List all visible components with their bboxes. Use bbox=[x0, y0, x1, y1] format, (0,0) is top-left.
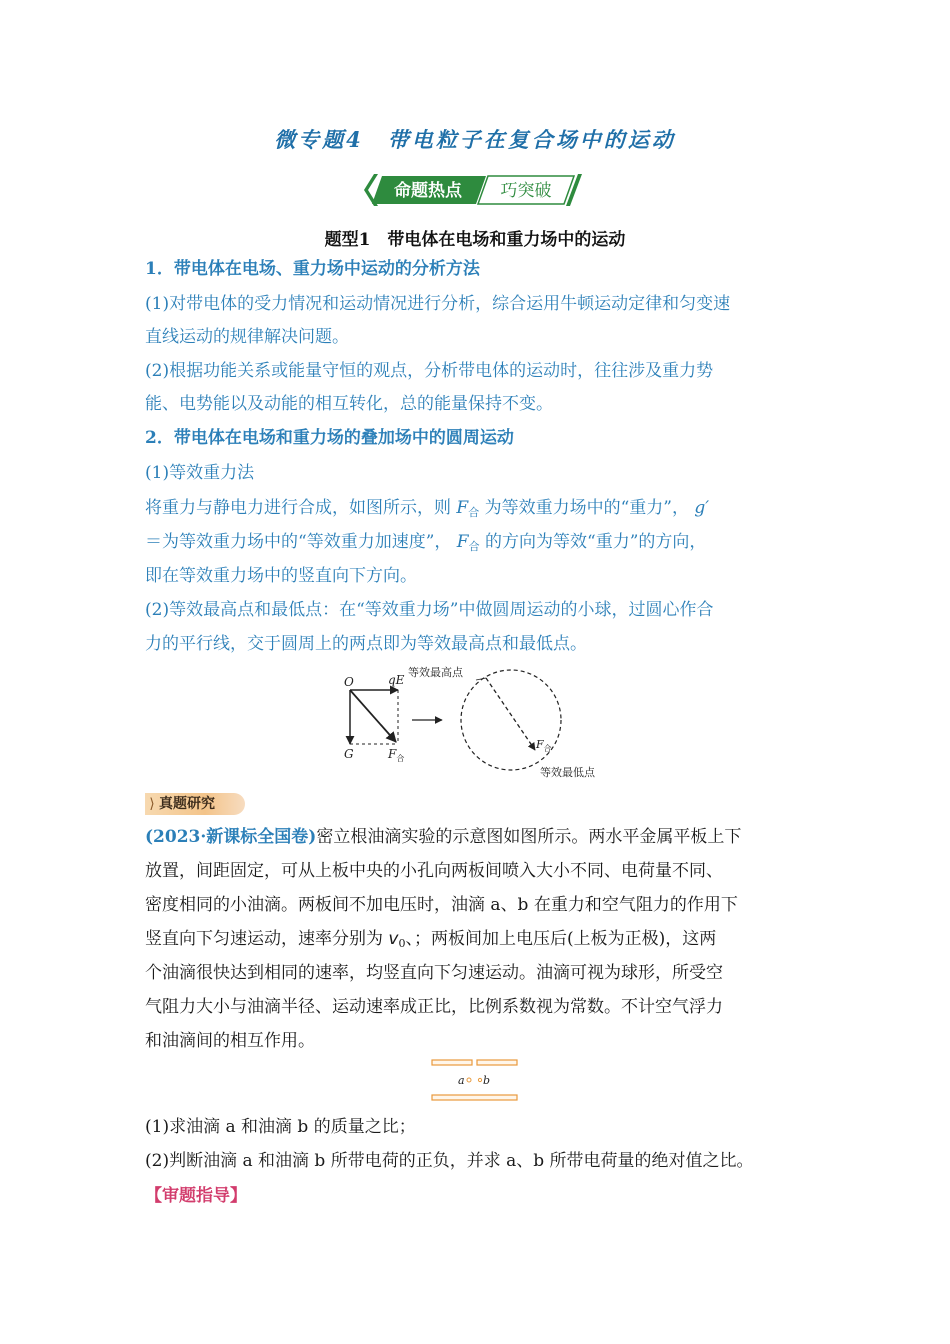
paragraph-4-line-1 bbox=[145, 496, 810, 525]
p4-line2-force-symbol: F bbox=[456, 532, 469, 552]
label-highest: 等效最高点 bbox=[408, 666, 463, 679]
label-F-circle: $F_合$ bbox=[536, 738, 552, 753]
droplet-a bbox=[467, 1078, 471, 1082]
paragraph-4-line-2 bbox=[145, 530, 810, 559]
page-title: 微专题4 带电粒子在复合场中的运动 bbox=[274, 127, 676, 152]
droplet-b-label: b bbox=[483, 1074, 491, 1087]
droplet-a-label: a bbox=[458, 1074, 465, 1087]
plates-diagram bbox=[428, 1058, 522, 1104]
p4-g-symbol: g′ bbox=[694, 498, 710, 518]
sub-question-1: (1)求油滴 a 和油滴 b 的质量之比； bbox=[145, 1117, 416, 1137]
p4-line2-text-b: 的方向为等效“重力”的方向， bbox=[485, 532, 707, 552]
dashed-circle bbox=[461, 670, 561, 770]
label-qE: qE bbox=[388, 673, 405, 687]
velocity-symbol: v bbox=[388, 929, 399, 949]
paragraph-4-line-3: 即在等效重力场中的竖直向下方向。 bbox=[145, 566, 417, 586]
upper-plate-right bbox=[477, 1060, 517, 1065]
paragraph-1-line-2: 直线运动的规律解决问题。 bbox=[145, 327, 349, 347]
tag-chevron-icon: ⟩ bbox=[149, 796, 155, 812]
label-G: G bbox=[344, 747, 354, 761]
question-line-5: 个油滴很快达到相同的速率，均竖直向下匀速运动。油滴可视为球形，所受空 bbox=[145, 963, 723, 983]
upper-plate-left bbox=[432, 1060, 472, 1065]
question-source: (2023·新课标全国卷) bbox=[145, 827, 317, 847]
p4-text-b: 为等效重力场中的“重力”， bbox=[484, 498, 689, 518]
paragraph-1-line-1: (1)对带电体的受力情况和运动情况进行分析，综合运用牛顿运动定律和匀变速 bbox=[145, 294, 731, 314]
vector-F-resultant bbox=[350, 690, 396, 742]
tag-label: 真题研究 bbox=[159, 796, 215, 812]
sub-question-2: (2)判断油滴 a 和油滴 b 所带电荷的正负，并求 a、b 所带电荷量的绝对值之比。 bbox=[145, 1151, 754, 1171]
paragraph-2-line-1: (2)根据功能关系或能量守恒的观点，分析带电体的运动时，往往涉及重力势 bbox=[145, 361, 714, 381]
p4-line2-force-sub: 合 bbox=[468, 540, 480, 553]
label-O: O bbox=[344, 675, 354, 689]
question-line-4-a: 竖直向下匀速运动，速率分别为 bbox=[145, 929, 389, 949]
paragraph-5-line-1: (2)等效最高点和最低点：在“等效重力场”中做圆周运动的小球，过圆心作合 bbox=[145, 600, 714, 620]
question-line-1 bbox=[145, 825, 810, 849]
heading-2: 2．带电体在电场和重力场的叠加场中的圆周运动 bbox=[145, 428, 514, 448]
p4-force-symbol: F bbox=[456, 498, 469, 518]
vector-F-in-circle bbox=[486, 678, 535, 750]
label-lowest: 等效最低点 bbox=[540, 766, 595, 779]
heading-1: 1．带电体在电场、重力场中运动的分析方法 bbox=[145, 259, 480, 279]
p4-line2-text-a: ＝为等效重力场中的“等效重力加速度”， bbox=[145, 532, 452, 552]
review-guide-heading: 【审题指导】 bbox=[145, 1186, 247, 1206]
question-line-1-text: 密立根油滴实验的示意图如图所示。两水平金属平板上下 bbox=[316, 827, 742, 847]
label-F: $F_合$ bbox=[388, 747, 405, 763]
section-heading: 题型1 带电体在电场和重力场中的运动 bbox=[324, 230, 626, 250]
banner-right-text: 巧突破 bbox=[500, 181, 552, 201]
question-line-4 bbox=[145, 927, 810, 956]
paragraph-3-line-1: (1)等效重力法 bbox=[145, 463, 255, 483]
banner-left-text: 命题热点 bbox=[394, 181, 462, 201]
lower-plate bbox=[432, 1095, 517, 1100]
p4-force-sub: 合 bbox=[468, 506, 480, 519]
question-line-2: 放置，间距固定，可从上板中央的小孔向两板间喷入大小不同、电荷量不同、 bbox=[145, 861, 723, 881]
section-banner bbox=[360, 172, 592, 208]
p4-text-a: 将重力与静电力进行合成，如图所示，则 bbox=[145, 498, 451, 518]
force-diagram bbox=[336, 664, 626, 784]
section-tag bbox=[145, 793, 245, 815]
question-line-4-b: 、；两板间加上电压后(上板为正极)，这两 bbox=[405, 929, 717, 949]
question-line-7: 和油滴间的相互作用。 bbox=[145, 1031, 315, 1051]
paragraph-2-line-2: 能、电势能以及动能的相互转化，总的能量保持不变。 bbox=[145, 394, 553, 414]
velocity-sub: 0 bbox=[398, 937, 406, 950]
question-line-6: 气阻力大小与油滴半径、运动速率成正比，比例系数视为常数。不计空气浮力 bbox=[145, 997, 723, 1017]
question-line-3: 密度相同的小油滴。两板间不加电压时，油滴 a、b 在重力和空气阻力的作用下 bbox=[145, 895, 738, 915]
droplet-b bbox=[478, 1078, 481, 1081]
paragraph-5-line-2: 力的平行线，交于圆周上的两点即为等效最高点和最低点。 bbox=[145, 634, 587, 654]
